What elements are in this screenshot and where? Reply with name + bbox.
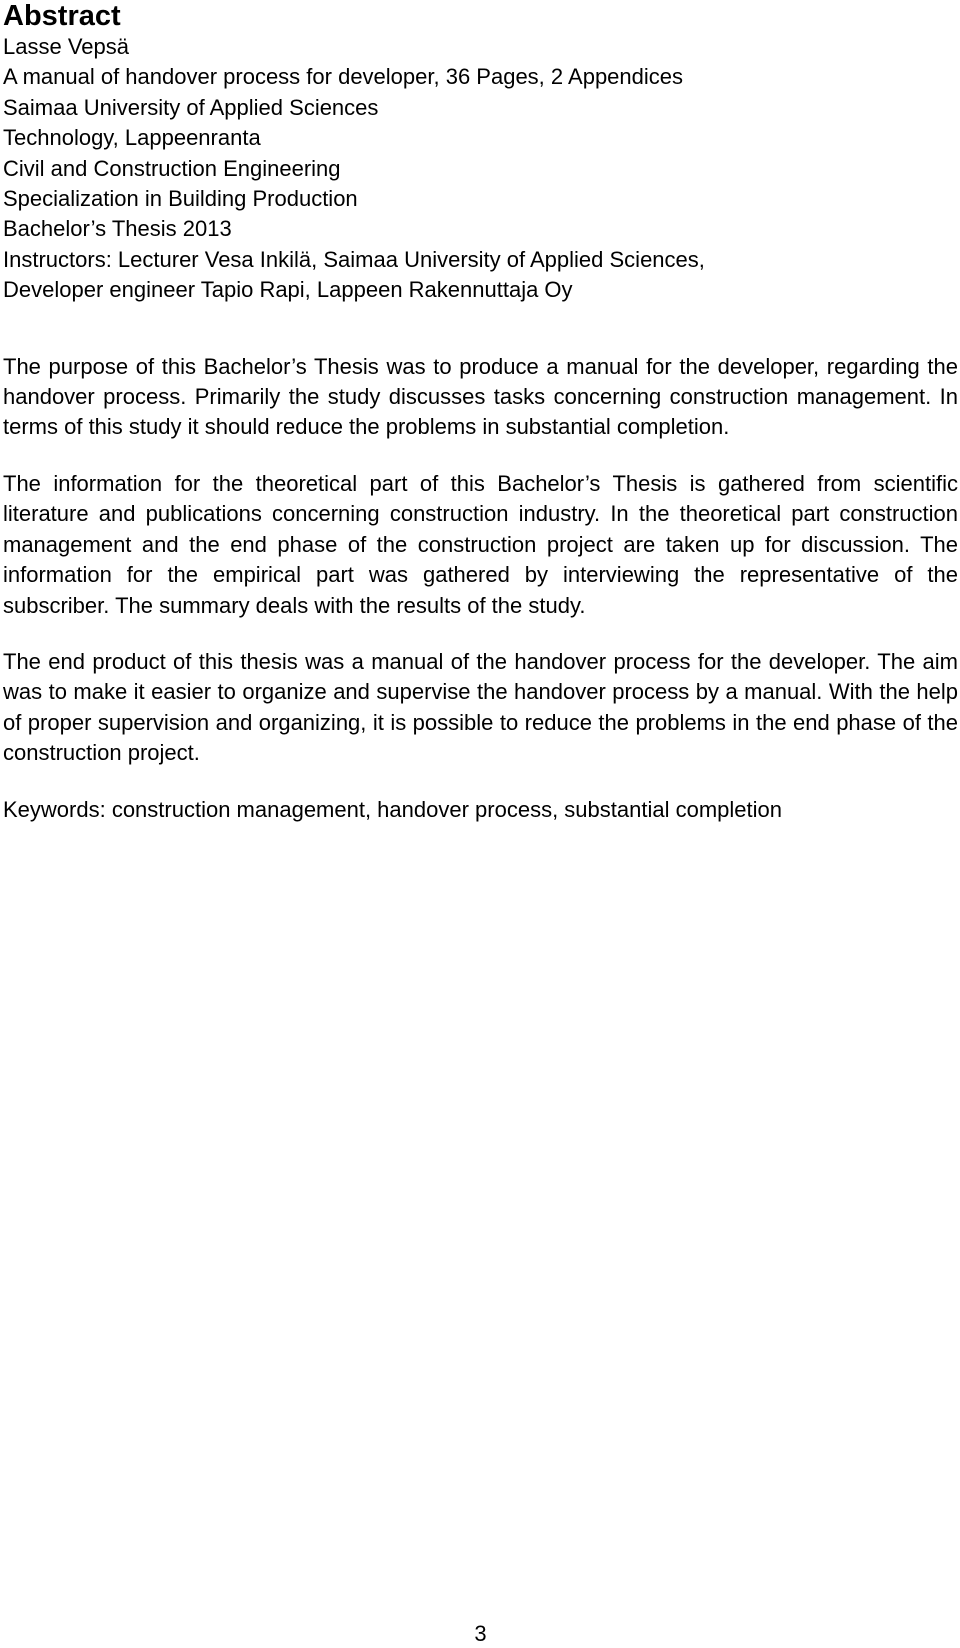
specialization-line: Specialization in Building Production xyxy=(3,186,358,212)
abstract-paragraph-purpose: The purpose of this Bachelor’s Thesis was to produce a manual for the developer, regarding the handover process. Primarily the study discusses tasks concerning construction management. In terms of this study it should reduce the problems in substantial completion. xyxy=(3,353,958,440)
thesis-title-line: A manual of handover process for developer, 36 Pages, 2 Appendices xyxy=(3,64,684,90)
instructors-line: Instructors: Lecturer Vesa Inkilä, Saimaa University of Applied Sciences, xyxy=(3,246,705,272)
abstract-heading: Abstract xyxy=(3,0,121,32)
thesis-metadata xyxy=(3,32,958,306)
abstract-paragraph-method: The information for the theoretical part of this Bachelor’s Thesis is gathered from scientific literature and publications concerning construction industry. In the theoretical part construction management and the end phase of the construction project are taken up for discussion. The information for the empirical part was gathered by interviewing the representative of the subscriber. The summary deals with the results of the study. xyxy=(3,470,958,618)
page-number: 3 xyxy=(474,1621,487,1646)
instructors-line-2: Developer engineer Tapio Rapi, Lappeen Rakennuttaja Oy xyxy=(3,277,573,303)
keywords-line: Keywords: construction management, handover process, substantial completion xyxy=(3,796,782,822)
thesis-year-line: Bachelor’s Thesis 2013 xyxy=(3,216,232,242)
university-line: Saimaa University of Applied Sciences xyxy=(3,94,379,120)
faculty-line: Technology, Lappeenranta xyxy=(3,125,261,151)
document-page xyxy=(3,0,958,1648)
author-name: Lasse Vepsä xyxy=(3,34,129,59)
degree-programme-line: Civil and Construction Engineering xyxy=(3,155,341,181)
abstract-paragraph-result: The end product of this thesis was a manual of the handover process for the developer. The aim was to make it easier to organize and supervise the handover process by a manual. With the help of proper supervision and organizing, it is possible to reduce the problems in the end phase of the construction project. xyxy=(3,648,958,766)
